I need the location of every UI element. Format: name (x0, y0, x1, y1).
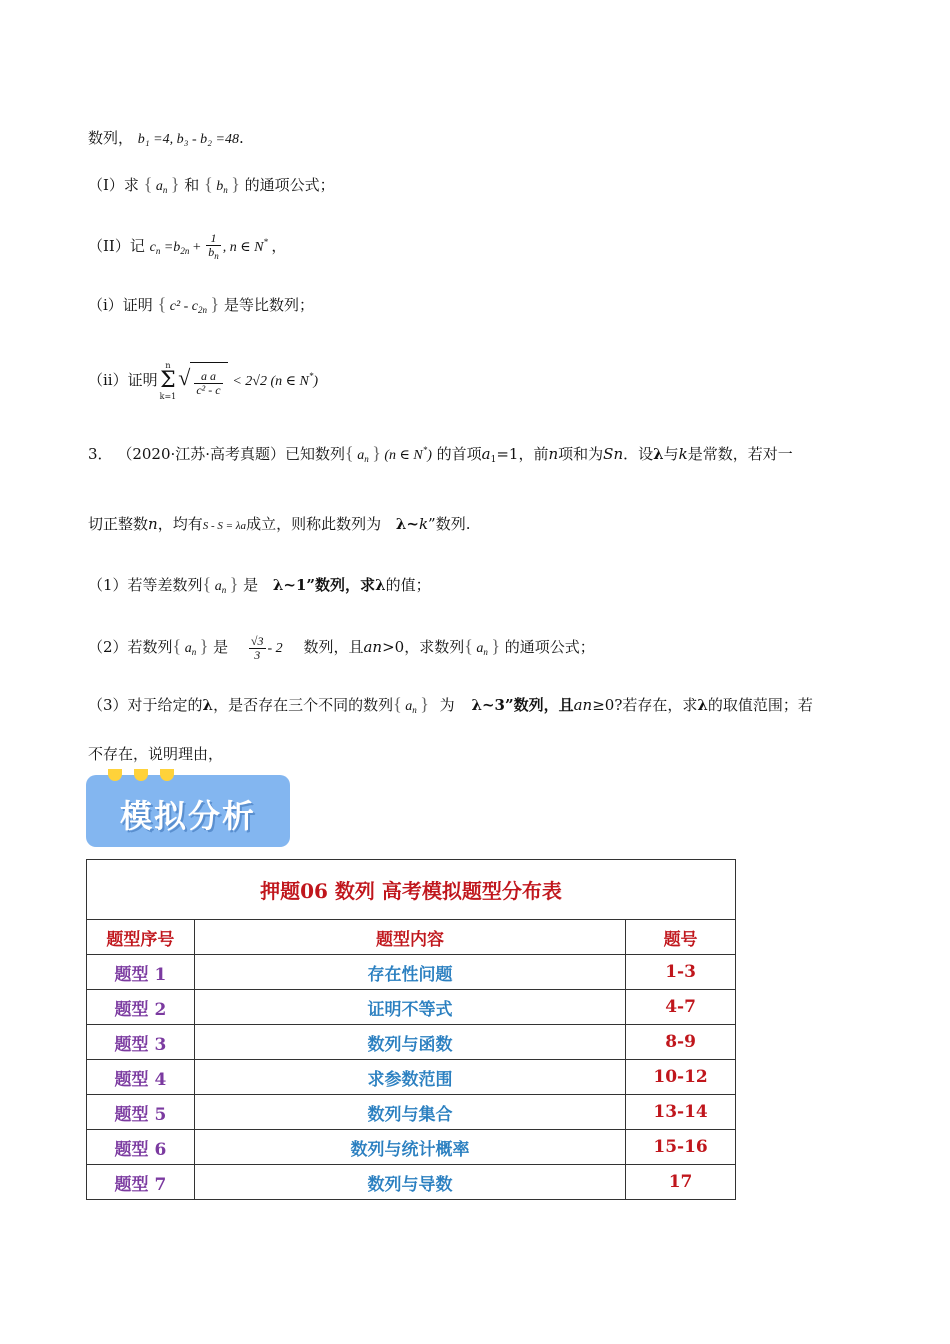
part-I-suffix: 的通项公式； (244, 176, 335, 194)
problem3-q3: （3）对于给定的λ，是否存在三个不同的数列{ $a_n$ } 为 λ~3”数列，且an≥0?若存在，求λ的取值范围；若 (88, 694, 813, 715)
seq-an: { $a_n$ } (n ∈ N*) (345, 443, 432, 464)
seq-b: { $b_n$ } (204, 174, 240, 195)
number-cell: 10-12 (626, 1060, 736, 1095)
problem2-part-ii: （ii）证明n Σ k=1√ $\frac{\text{a a}}{\text{c² - c}}$ < 2√2 (n ∈ N*) (88, 361, 319, 401)
type-cell: 题型 1 (87, 955, 195, 990)
table-row (87, 1095, 736, 1130)
table-row (87, 990, 736, 1025)
header-content: 题型内容 (194, 920, 625, 955)
problem3-stem: 3． （2020·江苏·高考真题）已知数列{ $a_n$ } (n ∈ N*) 的首项$a_1=1$，前n项和为Sn．设λ与k是常数，若对一 (88, 443, 793, 465)
type-cell: 题型 2 (87, 990, 195, 1025)
decoration-dot (108, 769, 122, 781)
number-cell: 1-3 (626, 955, 736, 990)
table-row (87, 1025, 736, 1060)
problem3-q1: （1）若等差数列{ $a_n$ } 是 λ~1”数列，求λ的值； (88, 574, 431, 595)
part-i-label: （i）证明 (88, 296, 153, 314)
type-cell: 题型 6 (87, 1130, 195, 1165)
type-cell: 题型 5 (87, 1095, 195, 1130)
number-cell: 8-9 (626, 1025, 736, 1060)
problem2-part-I (88, 174, 335, 200)
number-cell: 4-7 (626, 990, 736, 1025)
type-cell: 题型 4 (87, 1060, 195, 1095)
part-II-label: （II）记 (88, 237, 145, 255)
intro-text: 数列， (88, 129, 134, 147)
problem2-part-II (88, 232, 286, 263)
part-ii-label: （ii）证明 (88, 371, 158, 389)
table-row (87, 1060, 736, 1095)
content-cell: 数列与函数 (194, 1025, 625, 1060)
part-I-label: （I）求 (88, 176, 139, 194)
table-row (87, 1130, 736, 1165)
content-cell: 证明不等式 (194, 990, 625, 1025)
content-cell: 存在性问题 (194, 955, 625, 990)
table-row (87, 955, 736, 990)
intro-math: b₁ =4, b₃ - b₂ =48 (137, 132, 239, 147)
header-question-no: 题号 (626, 920, 736, 955)
seq-a: { $a_n$ } (143, 174, 180, 195)
number-cell: 15-16 (626, 1130, 736, 1165)
cn-seq: { $c^2 - c_{2n}$ } (157, 294, 220, 315)
part-i-suffix: 是等比数列； (223, 296, 314, 314)
number-cell: 13-14 (626, 1095, 736, 1130)
simulation-analysis-banner (86, 775, 290, 847)
question-type-table (86, 859, 736, 1200)
type-cell: 题型 7 (87, 1165, 195, 1200)
problem3-q2: （2）若数列{ $a_n$ } 是 $\frac{√3}{3}$ - 2 数列，且an>0，求数列{ $a_n$ } 的通项公式； (88, 633, 595, 662)
content-cell: 数列与集合 (194, 1095, 625, 1130)
problem2-intro-line (88, 128, 244, 150)
problem-source: （2020·江苏·高考真题）已知数列 (117, 445, 346, 463)
problem3-q3-continued: 不存在，说明理由， (88, 745, 224, 763)
definition-formula: S - S = λa (202, 520, 247, 532)
type-cell: 题型 3 (87, 1025, 195, 1060)
header-type-no: 题型序号 (87, 920, 195, 955)
banner-title: 模拟分析 (119, 797, 256, 835)
decoration-dot (160, 769, 174, 781)
content-cell: 求参数范围 (194, 1060, 625, 1095)
intro-end: . (238, 129, 244, 147)
content-cell: 数列与统计概率 (194, 1130, 625, 1165)
ineq-rhs: < 2√2 (n ∈ N*) (232, 371, 319, 389)
problem2-part-i (88, 294, 314, 320)
decoration-dot (134, 769, 148, 781)
number-cell: 17 (626, 1165, 736, 1200)
cn-formula: $c_n =b_{2n}$ + $\frac{1}{b_n}$ , n ∈ N* (149, 231, 268, 262)
and-text: 和 (184, 176, 200, 194)
content-cell: 数列与导数 (194, 1165, 625, 1200)
sum-symbol: n Σ k=1 (159, 361, 177, 401)
problem3-definition: 切正整数n，均有S - S = λa成立，则称此数列为 λ~k”数列. (88, 515, 471, 533)
table-row (87, 1165, 736, 1200)
part-II-end: ， (271, 237, 287, 255)
problem-number: 3． (88, 445, 113, 463)
table-header-row (87, 920, 736, 955)
table-caption: 押题06 数列 高考模拟题型分布表 (87, 860, 736, 920)
